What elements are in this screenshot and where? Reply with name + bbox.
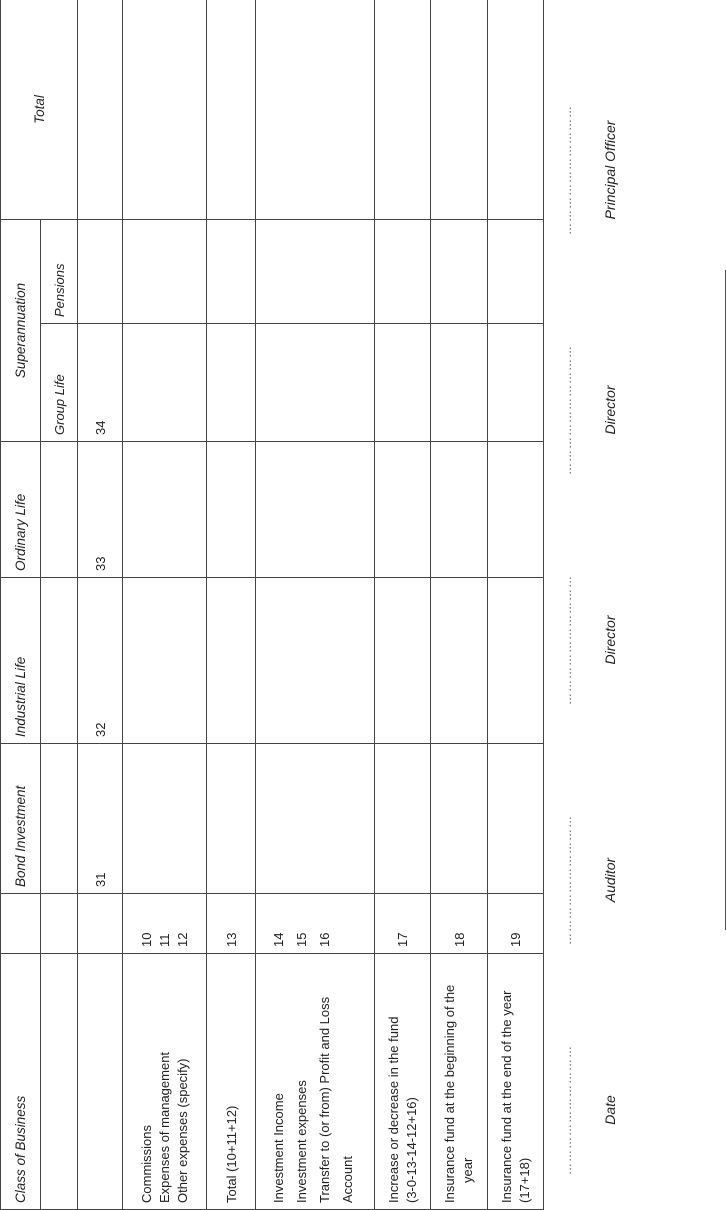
director-signature-2 <box>560 310 618 510</box>
date-signature <box>560 1010 618 1210</box>
investment-labels <box>256 954 375 1210</box>
col-number-ordinary: 33 <box>78 442 123 578</box>
increase-label-line-2: (3-0-13-14-12+16) <box>403 1097 419 1203</box>
director-2-signature-line: ………………………… <box>560 345 574 475</box>
auditor-signature-line: ………………………… <box>560 815 574 945</box>
class-of-business-header: Class of Business <box>1 954 41 1210</box>
investment-numbers <box>256 894 375 954</box>
director-2-label: Director <box>602 385 618 435</box>
auditor-label: Auditor <box>602 857 618 903</box>
investment-row <box>256 0 375 1210</box>
line-number-13: 13 <box>207 894 256 954</box>
pensions-header: Pensions <box>41 220 78 324</box>
total-row <box>207 0 256 1210</box>
account-label: Account <box>340 1156 355 1203</box>
date-label: Date <box>602 1095 618 1125</box>
ordinary-life-header: Ordinary Life <box>1 442 41 578</box>
director-1-label: Director <box>602 615 618 665</box>
signature-area <box>560 0 720 1210</box>
director-1-signature-line: ………………………… <box>560 575 574 705</box>
expenses-labels <box>123 954 207 1210</box>
col-number-bond: 31 <box>78 744 123 894</box>
column-number-row <box>78 0 123 1210</box>
line-number-16: 16 <box>317 932 332 947</box>
fund-beginning-label <box>431 954 488 1210</box>
col-number-industrial: 32 <box>78 578 123 744</box>
fund-end-row <box>488 0 544 1210</box>
fund-end-label-line-1: Insurance fund at the end of the year <box>498 990 514 1203</box>
industrial-life-header: Industrial Life <box>1 578 41 744</box>
principal-officer-signature <box>560 70 618 270</box>
fund-end-label-line-2: (17+18) <box>516 1157 532 1203</box>
commissions-label: Commissions <box>138 1124 154 1203</box>
line-number-17: 17 <box>375 894 431 954</box>
fund-beginning-label-line-2: year <box>460 1157 475 1183</box>
increase-label-line-1: Increase or decrease in the fund <box>385 1016 401 1203</box>
line-number-10: 10 <box>138 932 154 947</box>
increase-label <box>375 954 431 1210</box>
header-row-1 <box>1 0 41 1210</box>
superannuation-header: Superannuation <box>1 220 41 442</box>
transfer-label: Transfer to (or from) Profit and Loss <box>317 996 332 1203</box>
fund-end-label <box>488 954 544 1210</box>
fund-beginning-label-line-1: Insurance fund at the beginning of the <box>442 984 457 1203</box>
investment-income-label: Investment Income <box>271 1093 286 1203</box>
line-number-15: 15 <box>294 932 309 947</box>
date-signature-line: ………………………… <box>560 1045 574 1175</box>
principal-officer-signature-line: ………………………… <box>560 105 574 235</box>
fund-beginning-row <box>431 0 488 1210</box>
bottom-divider <box>725 270 726 930</box>
director-signature-1 <box>560 540 618 740</box>
line-number-19: 19 <box>488 894 544 954</box>
auditor-signature <box>560 780 618 980</box>
other-expenses-label: Other expenses (specify) <box>174 1058 190 1203</box>
principal-officer-label: Principal Officer <box>602 120 618 220</box>
expenses-of-management-label: Expenses of management <box>156 1051 172 1203</box>
col-number-group-life: 34 <box>78 324 123 442</box>
line-number-14: 14 <box>271 932 286 947</box>
total-header: Total <box>1 0 78 220</box>
bond-investment-header: Bond Investment <box>1 744 41 894</box>
line-number-18: 18 <box>431 894 488 954</box>
expenses-numbers <box>123 894 207 954</box>
total-label: Total (10+11+12) <box>207 954 256 1210</box>
increase-row <box>375 0 431 1210</box>
group-life-header: Group Life <box>41 324 78 442</box>
investment-expenses-label: Investment expenses <box>294 1080 309 1203</box>
line-number-11: 11 <box>156 933 172 947</box>
line-number-12: 12 <box>174 932 190 947</box>
expenses-row <box>123 0 207 1210</box>
